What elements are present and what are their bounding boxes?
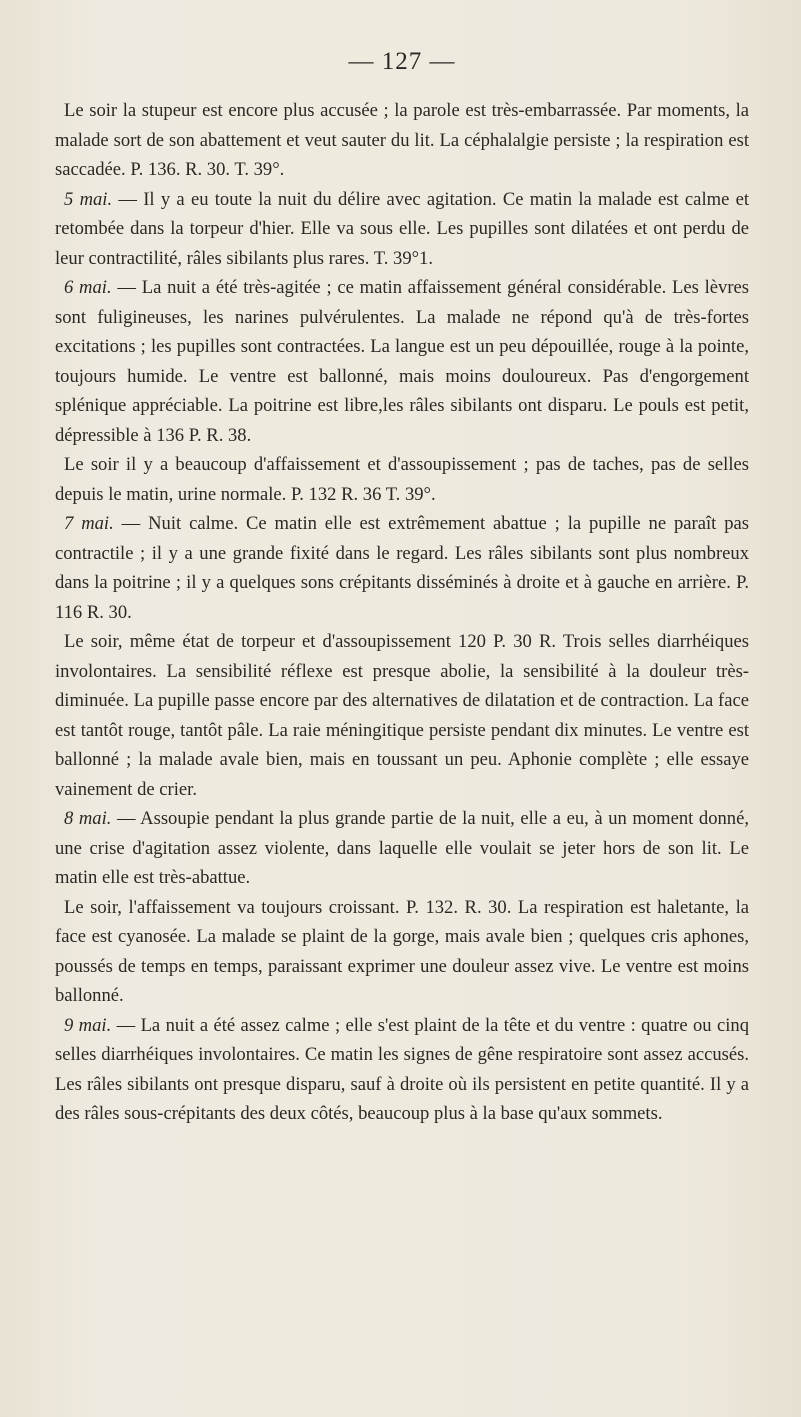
paragraph-text: — La nuit a été assez calme ; elle s'est plaint de la tête et du ventre : quatre ou cinq selles diarrhéiques involontaires. Ce matin les signes de gêne respiratoire sont assez accusés. Les râles sibilants ont presque disparu, sauf à droite où ils persistent en petite quantité. Il y a des râles sous-crépitants des deux côtés, beaucoup plus à la base qu'aux sommets. (55, 1014, 749, 1124)
paragraph-text: Le soir, l'affaissement va toujours croissant. P. 132. R. 30. La respiration est haletante, la face est cyanosée. La malade se plaint de la gorge, mais avale bien ; quelques cris aphones, poussés de temps en temps, paraissant exprimer une douleur assez vive. Le ventre est moins ballonné. (55, 896, 749, 1006)
paragraph-evening-8-mai (55, 893, 749, 1011)
paragraph-9-mai (55, 1011, 749, 1129)
entry-date: 5 mai. (64, 188, 113, 210)
paragraph-5-mai (55, 185, 749, 274)
paragraph-evening-4-mai (55, 96, 749, 185)
paragraph-text: Le soir il y a beaucoup d'affaissement et d'assoupissement ; pas de taches, pas de selles depuis le matin, urine normale. P. 132 R. 36 T. 39°. (55, 454, 749, 505)
entry-date: 9 mai. (64, 1014, 112, 1036)
paragraph-6-mai (55, 273, 749, 450)
paragraph-text: Le soir la stupeur est encore plus accusée ; la parole est très-embarrassée. Par moments, la malade sort de son abattement et veut sauter du lit. La céphalalgie persiste ; la respiration est saccadée. P. 136. R. 30. T. 39°. (55, 100, 749, 180)
paragraph-text: — La nuit a été très-agitée ; ce matin affaissement général considérable. Les lèvres sont fuligineuses, les narines pulvérulentes. La malade ne répond qu'à de très-fortes excitations ; les pupilles sont contractées. La langue est un peu dépouillée, rouge à la pointe, toujours humide. Le ventre est ballonné, mais moins douloureux. Pas d'engorgement splénique appréciable. La poitrine est libre,les râles sibilants ont disparu. Le pouls est petit, dépressible à 136 P. R. 38. (55, 277, 749, 446)
paragraph-text: Le soir, même état de torpeur et d'assoupissement 120 P. 30 R. Trois selles diarrhéiques involontaires. La sensibilité réflexe est presque abolie, la sensibilité à la douleur très-diminuée. La pupille passe encore par des alternatives de dilatation et de contraction. La face est tantôt rouge, tantôt pâle. La raie méningitique persiste pendant dix minutes. Le ventre est ballonné ; la malade avale bien, mais en toussant un peu. Aphonie complète ; elle essaye vainement de crier. (55, 631, 749, 800)
body-text (55, 96, 749, 1129)
paragraph-text: — Nuit calme. Ce matin elle est extrêmement abattue ; la pupille ne paraît pas contractile ; il y a une grande fixité dans le regard. Les râles sibilants sont plus nombreux dans la poitrine ; il y a quelques sons crépitants disséminés à droite et à gauche en arrière. P. 116 R. 30. (55, 513, 749, 623)
page-number: — 127 — (348, 48, 456, 75)
entry-date: 7 mai. (64, 513, 114, 534)
paragraph-8-mai (55, 804, 749, 893)
entry-date: 8 mai. (64, 808, 112, 829)
paragraph-evening-7-mai (55, 627, 749, 804)
paragraph-text: — Il y a eu toute la nuit du délire avec agitation. Ce matin la malade est calme et retombée dans la torpeur d'hier. Elle va sous elle. Les pupilles sont dilatées et ont perdu de leur contractilité, râles sibilants plus rares. T. 39°1. (55, 188, 750, 269)
paragraph-7-mai (55, 509, 749, 627)
entry-date: 6 mai. (64, 277, 112, 298)
paragraph-text: — Assoupie pendant la plus grande partie de la nuit, elle a eu, à un moment donné, une crise d'agitation assez violente, dans laquelle elle voulait se jeter hors de son lit. Le matin elle est très-abattue. (55, 808, 749, 888)
paragraph-evening-6-mai (55, 450, 749, 509)
